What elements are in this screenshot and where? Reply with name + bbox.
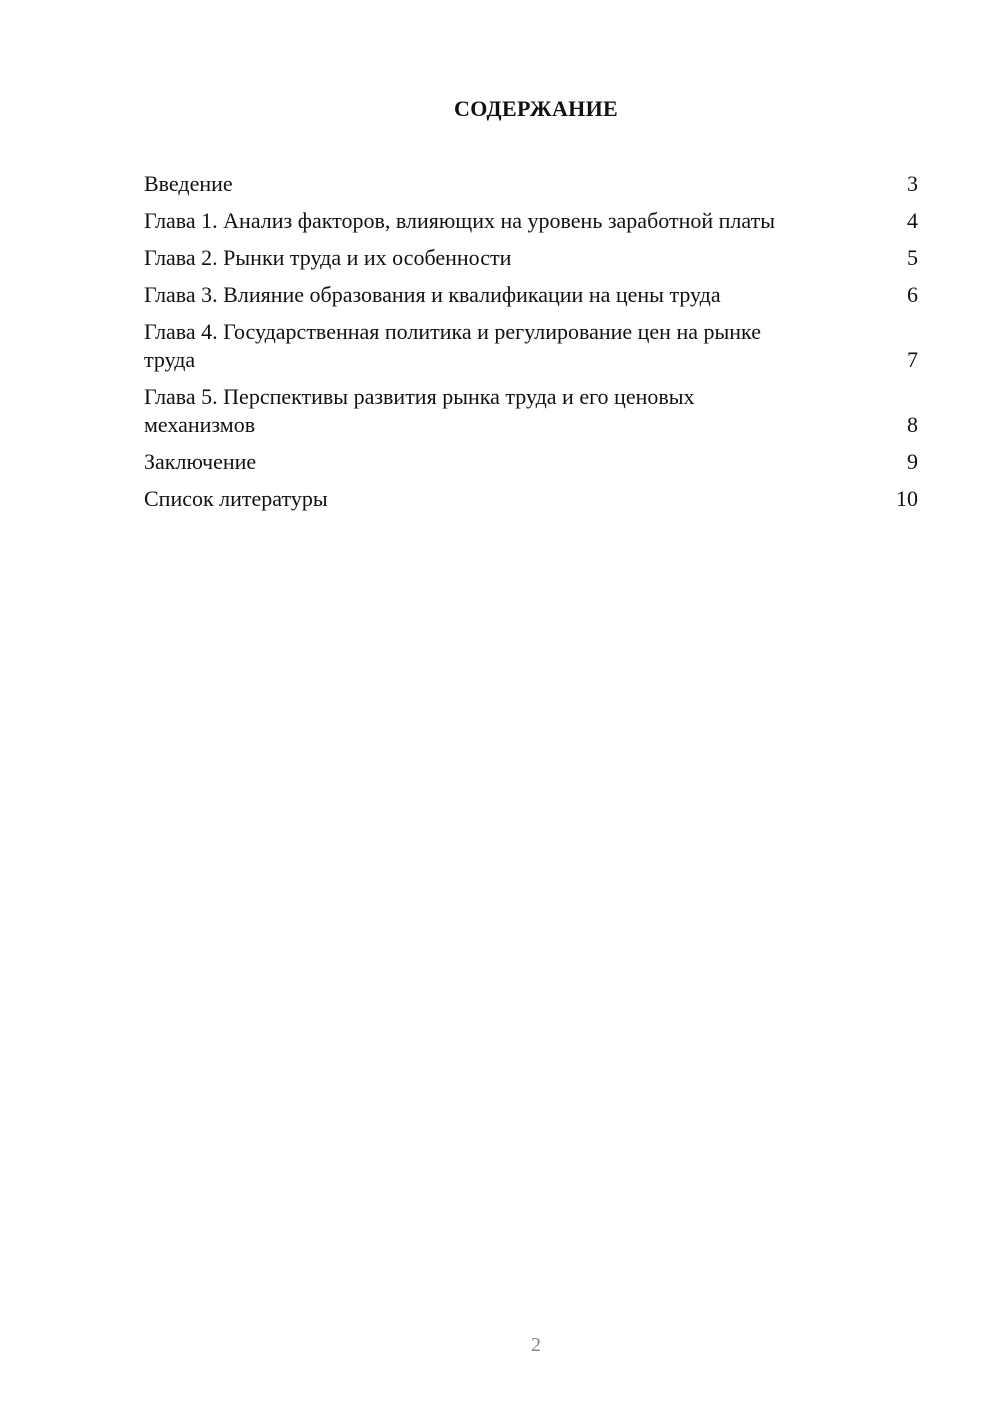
page-number: 2 <box>531 1334 541 1356</box>
toc-entry-label: Глава 3. Влияние образования и квалификации на цены труда <box>144 282 721 307</box>
toc-entry-label: Глава 5. Перспективы развития рынка труда и его ценовых механизмов <box>144 384 695 437</box>
toc-entry-page: 5 <box>907 245 918 270</box>
toc-entry-page: 3 <box>907 171 918 196</box>
toc-entry-label: Список литературы <box>144 486 328 511</box>
table-of-contents <box>144 170 918 522</box>
toc-entry-page: 6 <box>907 282 918 307</box>
page-title: СОДЕРЖАНИЕ <box>454 96 618 121</box>
toc-entry-chapter-2 <box>144 244 918 272</box>
toc-entry-label: Глава 2. Рынки труда и их особенности <box>144 245 512 270</box>
toc-entry-chapter-4 <box>144 318 918 374</box>
toc-entry-conclusion <box>144 448 918 476</box>
toc-entry-chapter-3 <box>144 281 918 309</box>
toc-entry-label: Глава 1. Анализ факторов, влияющих на уровень заработной платы <box>144 208 775 233</box>
toc-entry-label: Глава 4. Государственная политика и регулирование цен на рынке труда <box>144 319 761 372</box>
toc-entry-page: 8 <box>907 412 918 437</box>
toc-entry-page: 9 <box>907 449 918 474</box>
toc-entry-references <box>144 485 918 513</box>
toc-entry-introduction <box>144 170 918 198</box>
toc-entry-chapter-5 <box>144 383 918 439</box>
toc-entry-page: 10 <box>896 486 918 511</box>
toc-entry-chapter-1 <box>144 207 918 235</box>
toc-entry-label: Заключение <box>144 449 257 474</box>
toc-entry-label: Введение <box>144 171 233 196</box>
toc-entry-page: 4 <box>907 208 918 233</box>
toc-entry-page: 7 <box>907 347 918 372</box>
